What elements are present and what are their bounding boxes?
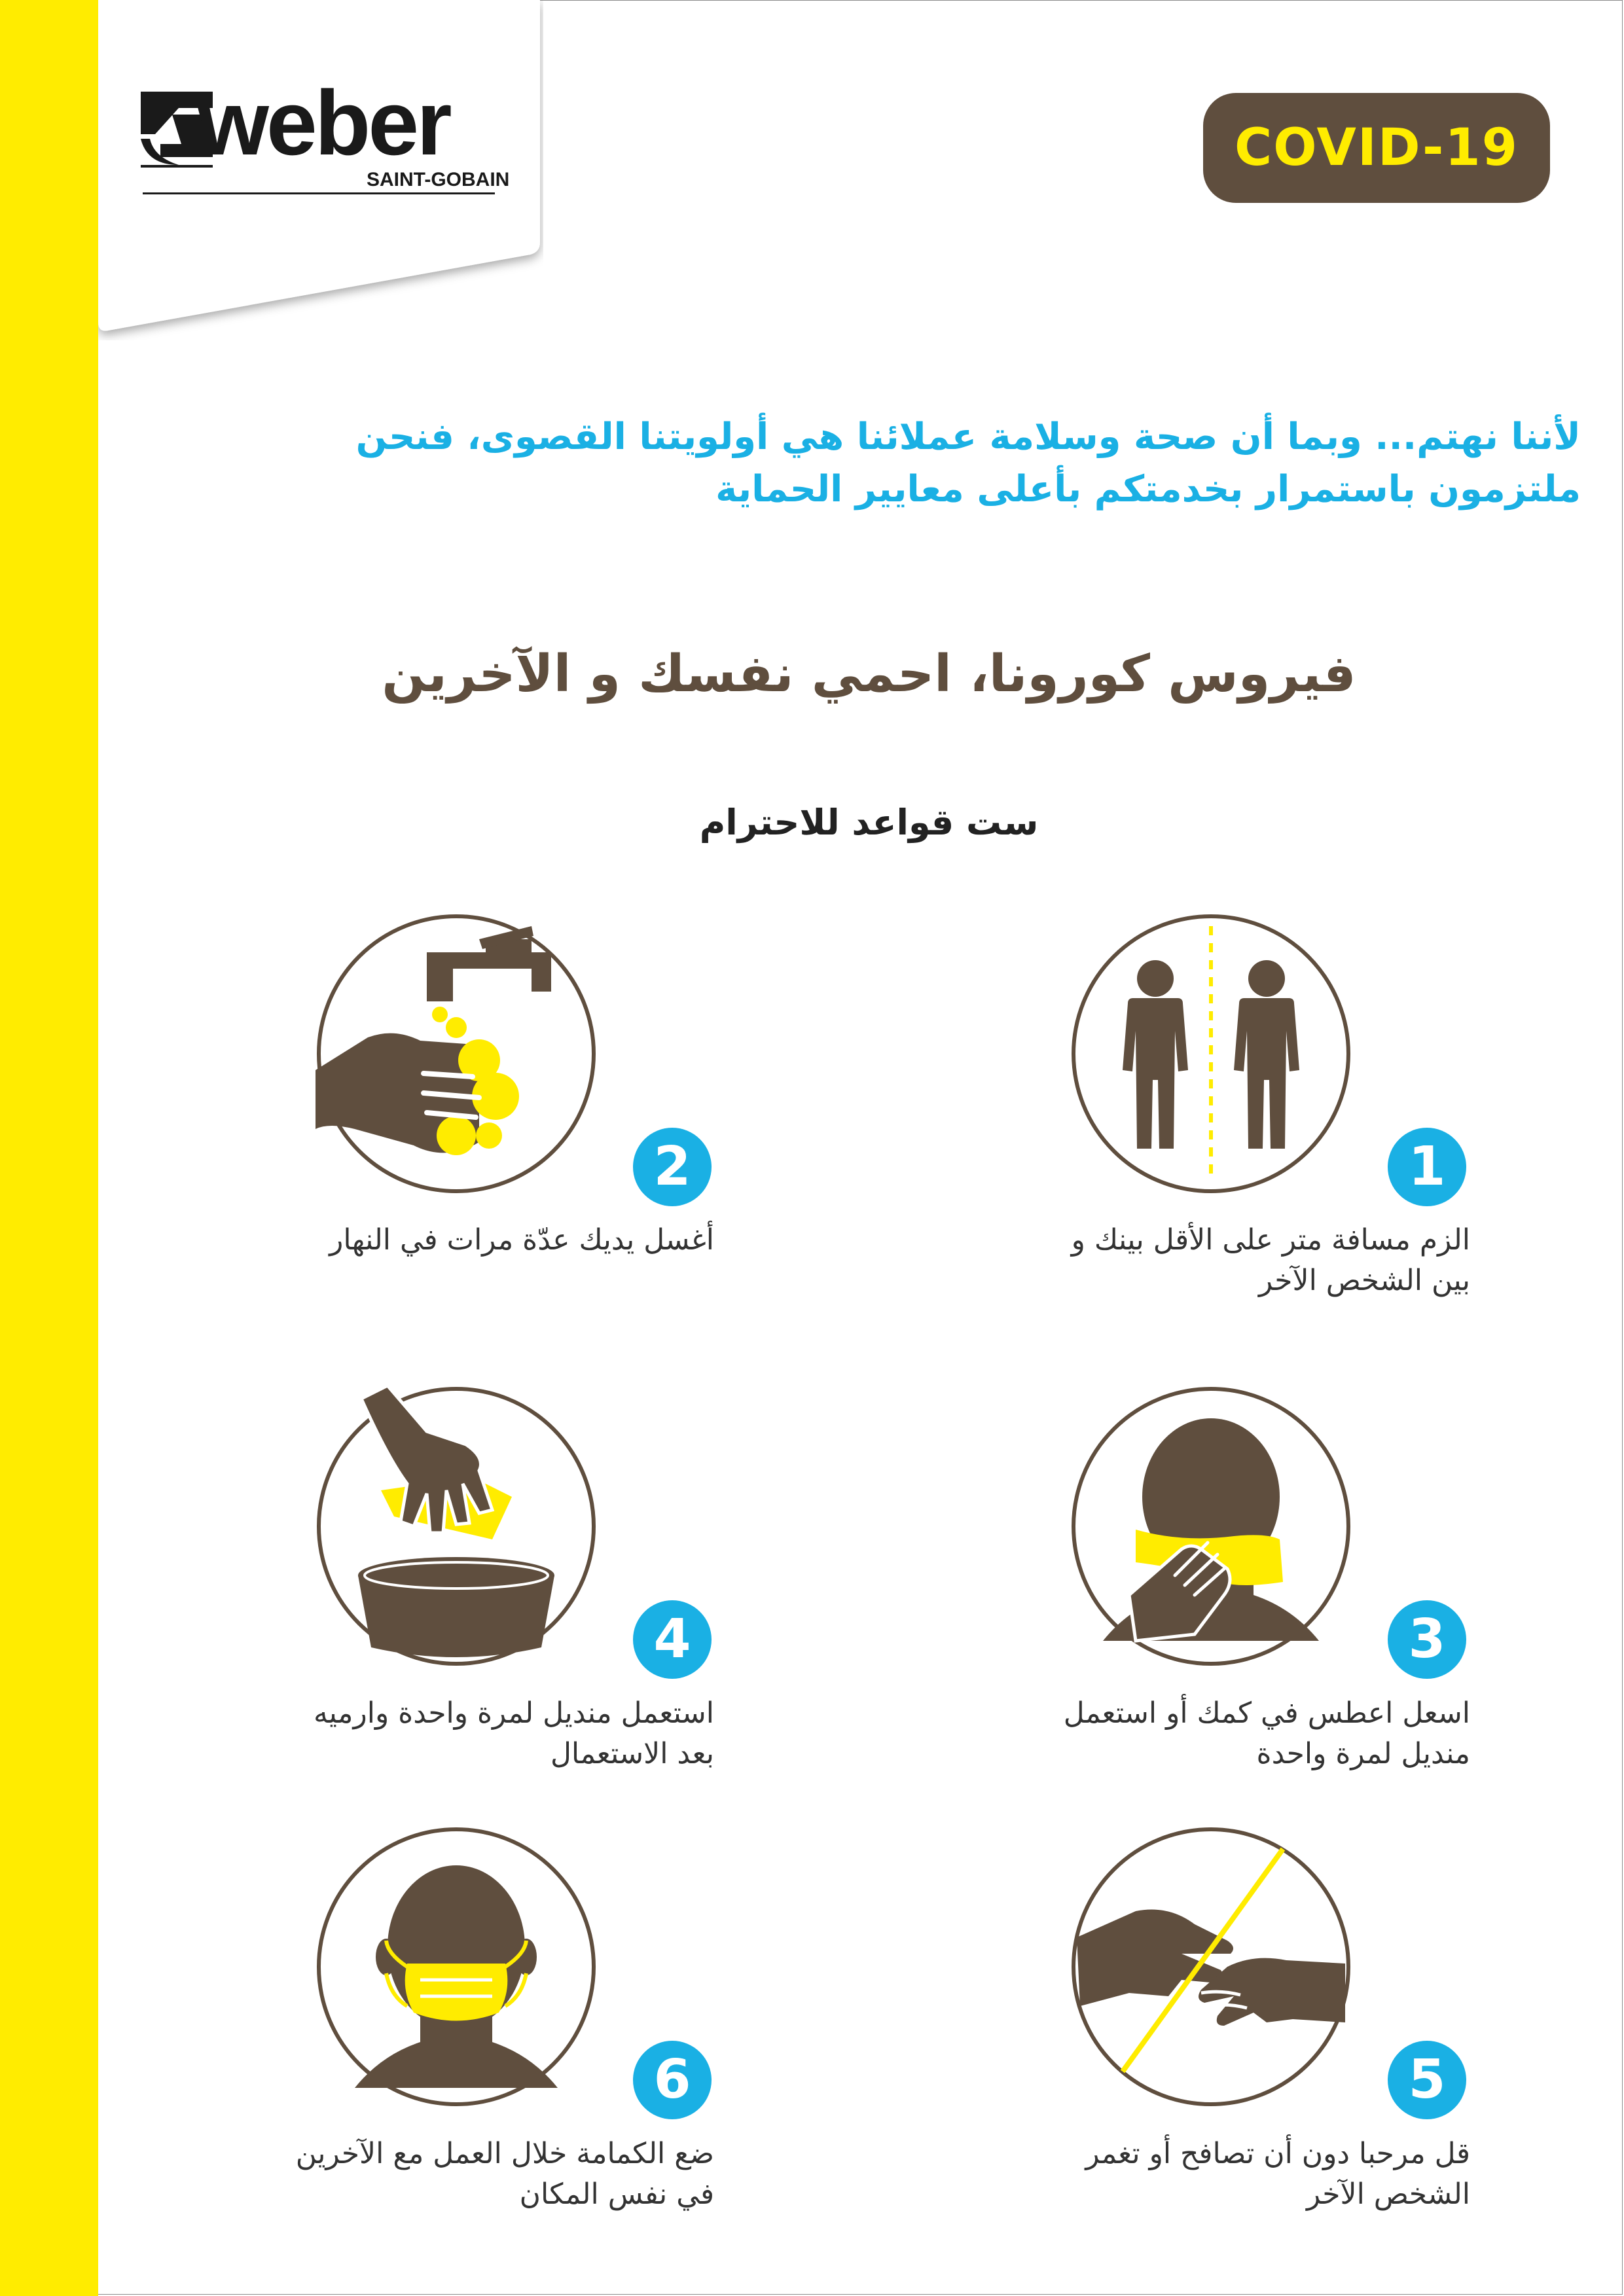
- rule-1-text-line-1: الزم مسافة متر على الأقل بينك و: [1071, 1223, 1470, 1257]
- rule-5-text-line-2: الشخص الآخر: [1307, 2178, 1470, 2211]
- rule-5-number-badge: 5: [1388, 2041, 1466, 2119]
- rule-4-text-line-1: استعمل منديل لمرة واحدة وارميه: [314, 1696, 714, 1730]
- rule-5-text-line-1: قل مرحبا دون أن تصافح أو تغمر: [1085, 2137, 1470, 2170]
- intro-line-2: ملتزمون باستمرار بخدمتكم بأعلى معايير الحماية: [715, 468, 1581, 511]
- sneeze-into-tissue-icon: [1070, 1386, 1352, 1667]
- rule-3-number-badge: 3: [1388, 1600, 1466, 1679]
- covid-badge: COVID-19: [1203, 93, 1550, 203]
- no-handshake-icon: [1070, 1826, 1352, 2108]
- rule-3-text-line-1: اسعل اعطس في كمك أو استعمل: [1063, 1696, 1470, 1730]
- rule-6-text-line-1: ضع الكمامة خلال العمل مع الآخرين: [295, 2137, 714, 2170]
- intro-line-1: لأننا نهتم... وبما أن صحة وسلامة عملائنا هي أولويتنا القصوى، فنحن: [355, 416, 1581, 458]
- rule-2-text-line-1: أغسل يديك عدّة مرات في النهار: [329, 1223, 714, 1257]
- face-mask-icon: [316, 1826, 597, 2108]
- yellow-side-bar: [0, 0, 98, 2296]
- logo-subtitle: SAINT-GOBAIN: [367, 169, 510, 190]
- rule-4-number-badge: 4: [633, 1600, 712, 1679]
- page-subheading: ست قواعد للاحترام: [699, 802, 1039, 843]
- rule-2-number-badge: 2: [633, 1128, 712, 1206]
- logo-underline: [143, 192, 495, 194]
- social-distance-icon: [1070, 913, 1352, 1194]
- rule-6-text-line-2: في نفس المكان: [519, 2178, 714, 2211]
- rule-3-text-line-2: منديل لمرة واحدة: [1256, 1737, 1470, 1770]
- rule-1-number-badge: 1: [1388, 1128, 1466, 1206]
- rule-1-text-line-2: بين الشخص الآخر: [1259, 1264, 1470, 1297]
- rule-4-text-line-2: بعد الاستعمال: [550, 1737, 714, 1770]
- hand-washing-icon: [316, 913, 597, 1194]
- page-headline: فيروس كورونا، احمي نفسك و الآخرين: [382, 645, 1356, 704]
- rule-6-number-badge: 6: [633, 2041, 712, 2119]
- tissue-bin-icon: [316, 1386, 597, 1667]
- logo-wordmark: weber: [198, 71, 450, 174]
